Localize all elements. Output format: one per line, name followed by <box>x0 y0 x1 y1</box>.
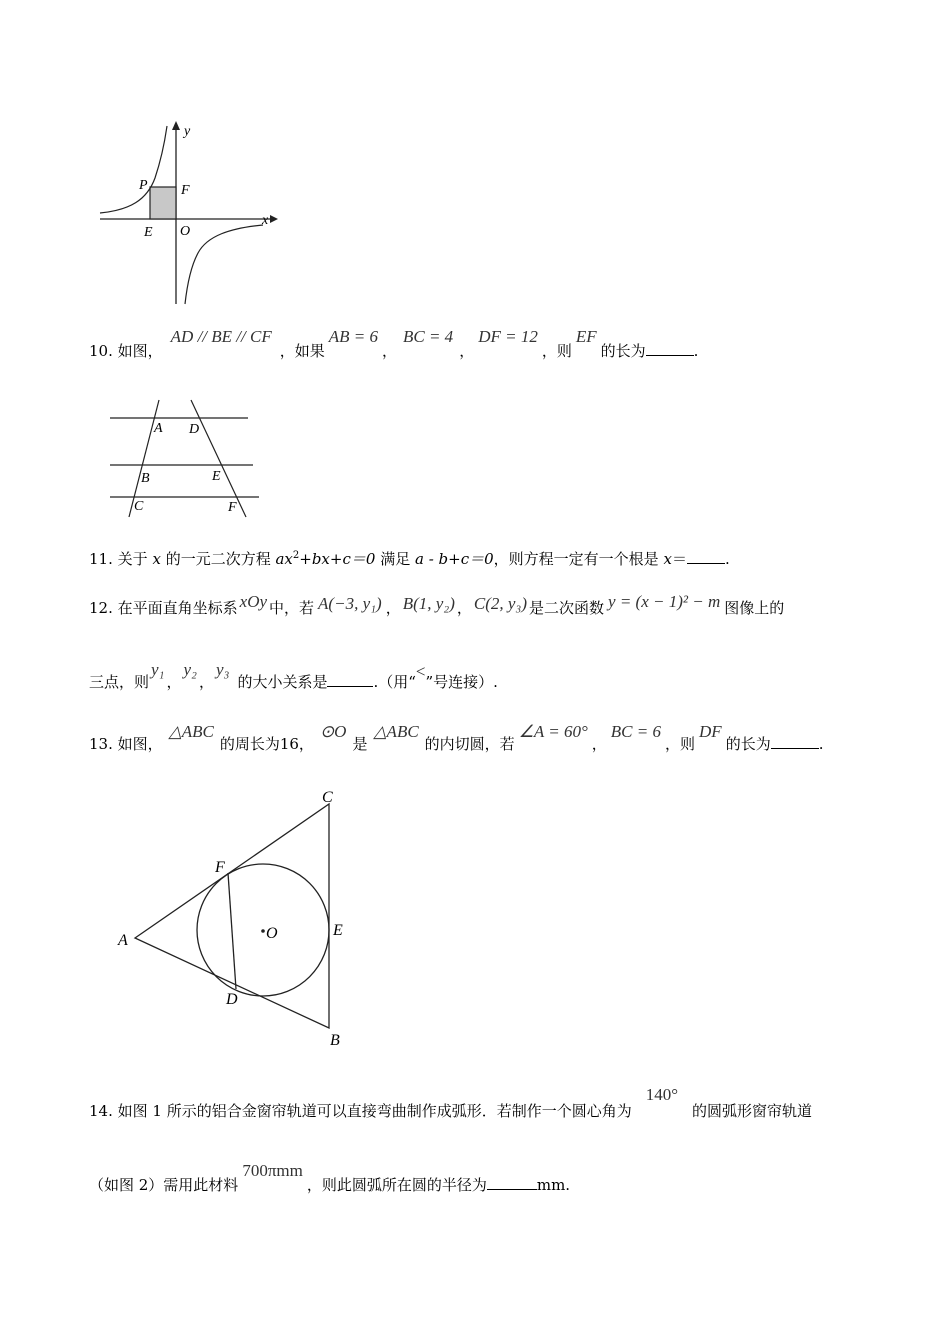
x-axis-arrow <box>270 215 278 223</box>
y-axis-arrow <box>172 121 180 130</box>
math-xoy: xOy <box>239 592 268 611</box>
math-df: DF <box>699 722 722 741</box>
question-number: 11. <box>89 550 113 568</box>
math-point-c: C(2, y₃) <box>473 594 528 613</box>
math-ab: AB = 6 <box>328 327 378 346</box>
question-number: 13. <box>89 735 113 753</box>
label-C: C <box>134 499 144 514</box>
segment-df <box>228 873 236 989</box>
label-C: C <box>322 789 333 806</box>
figure-q13-incircle <box>110 780 360 1055</box>
label-D: D <box>189 422 200 437</box>
math-angle-a: ∠A = 60° <box>518 722 588 741</box>
question-11-line: 11. 关于 x 的一元二次方程 $ax^2+bx+c=0$ 满足 a - b+c＝0，则方程一定有一个根是 x＝ . <box>89 550 730 568</box>
answer-blank <box>687 563 725 564</box>
math-circle-o: ⊙O <box>319 722 347 741</box>
question-number: 10. <box>89 342 113 360</box>
math-quadratic: y = (x − 1)² − m <box>608 592 721 611</box>
question-number: 12. <box>89 599 113 617</box>
label-O: O <box>266 925 278 942</box>
question-12-line-1: 12. 在平面直角坐标系 xOy 中，若 A(−3, y₁) ， B(1, y₂) ， C(2, y₃) 是二次函数 y = (x − 1)² − m 图像上的 <box>89 592 785 617</box>
label-P: P <box>139 178 148 193</box>
math-bc: BC = 4 <box>402 327 454 346</box>
label-O: O <box>180 224 191 239</box>
figure-q10-parallel-lines <box>105 395 265 525</box>
question-13-line: 13. 如图，△ABC的周长为16，⊙O是△ABC的内切圆，若∠A = 60°，BC = 6，则DF的长为 . <box>89 722 824 753</box>
label-F: F <box>181 183 190 198</box>
math-point-b: B(1, y₂) <box>402 594 455 613</box>
label-E: E <box>333 922 343 939</box>
math-parallel: AD // BE // CF <box>170 327 272 346</box>
center-dot <box>261 929 265 933</box>
question-14-line-1: 14. 如图 1 所示的铝合金窗帘轨道可以直接弯曲制作成弧形．若制作一个圆心角为140°的圆弧形窗帘轨道 <box>89 1085 813 1120</box>
question-12-line-2: 三点，则y₁，y₂，y₃的大小关系是 .（用“<”号连接）. <box>89 660 498 691</box>
label-B: B <box>141 471 150 486</box>
label-D: D <box>226 991 238 1008</box>
label-A: A <box>118 932 128 949</box>
answer-blank <box>487 1189 537 1190</box>
answer-blank <box>327 686 373 687</box>
hyperbola-branch-lower-right <box>185 225 263 304</box>
question-14-line-2: （如图 2）需用此材料700πmm，则此圆弧所在圆的半径为 mm. <box>89 1161 571 1194</box>
math-point-a: A(−3, y₁) <box>318 594 382 613</box>
question-number: 14. <box>89 1102 113 1120</box>
figure-q9-hyperbola <box>95 118 285 308</box>
math-ef: EF <box>575 327 597 346</box>
math-triangle-abc: △ABC <box>168 722 214 741</box>
math-df: DF = 12 <box>478 327 538 346</box>
answer-blank <box>771 748 819 749</box>
question-10-line: 10. 如图，AD // BE // CF，如果AB = 6，BC = 4，DF = 12，则EF的长为 . <box>89 327 699 360</box>
math-700pi-mm: 700πmm <box>242 1161 303 1180</box>
label-E: E <box>212 469 221 484</box>
shaded-rectangle-pefo <box>150 187 176 219</box>
label-A: A <box>154 421 163 436</box>
math-bc: BC = 6 <box>610 722 661 741</box>
math-140-degree: 140° <box>645 1085 679 1104</box>
label-B: B <box>330 1032 340 1049</box>
label-y: y <box>184 124 191 139</box>
math-triangle-abc-2: △ABC <box>373 722 419 741</box>
answer-blank <box>646 355 694 356</box>
label-x: x <box>262 213 269 228</box>
label-F: F <box>228 500 237 515</box>
label-F: F <box>215 859 225 876</box>
label-E: E <box>144 225 153 240</box>
